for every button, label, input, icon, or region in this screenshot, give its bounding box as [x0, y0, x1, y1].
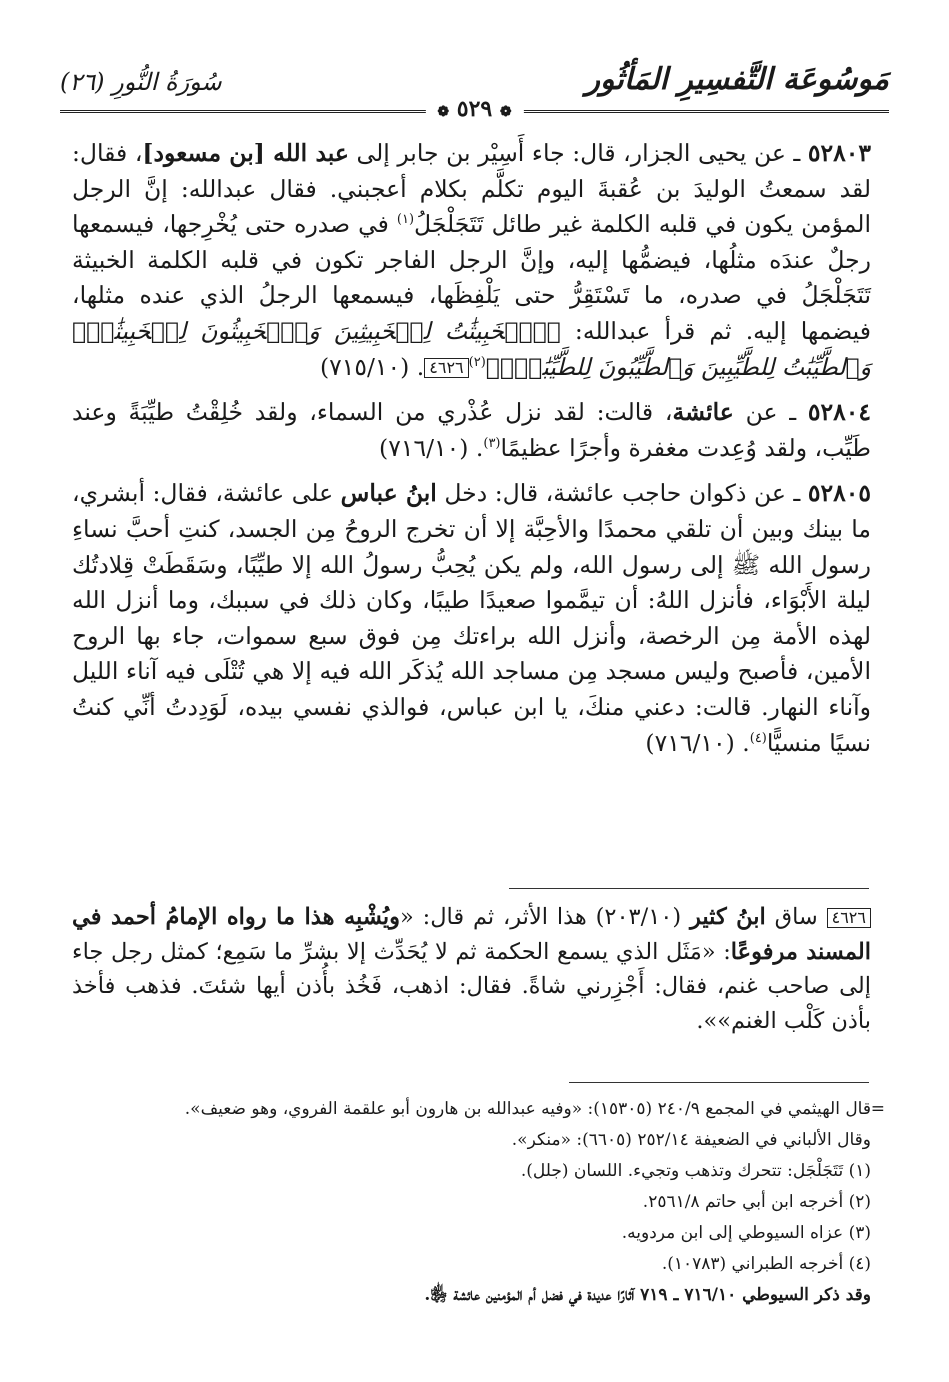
comment-text: : «مَثَل الذي يسمع الحكمة ثم لا يُحَدِّث إلا بشرِّ ما سَمِع؛ كمثل رجل جاء إلى صاحب غنم، فقال: أَجْزِرني شاةً. فقال: اذهب، فَخُذ بأُذن أيها شئتَ. فذهب فأخذ بأذن كَلْب الغنم»». [72, 938, 871, 1034]
athar-text: ، فقال: لقد سمعتُ الوليدَ بن عُقبةَ اليوم تكلَّم بكلام أعجبني. فقال عبدالله: إنَّ الرجل المؤمن يكون في قلبه الكلمة غير طائل تَتَجَلْجَلُ [72, 139, 871, 239]
volume-ref: . (٧١٦/١٠) [379, 433, 484, 462]
ornament-icon: ❁ [499, 104, 512, 120]
athar-52805 [72, 476, 871, 761]
comment-ref-box[interactable]: ٤٦٢٦ [424, 358, 468, 378]
quran-verse: ﴿ٱلۡخَبِيثَٰتُ لِلۡخَبِيثِينَ وَٱلۡخَبِيثُونَ لِلۡخَبِيثَٰتِۖ وَٱلطَّيِّبَٰتُ لِلطَّيِّبِينَ وَٱلطَّيِّبُونَ لِلطَّيِّبَٰتِۚ﴾ [72, 316, 871, 381]
editor-comment [72, 900, 871, 1038]
comment-separator [509, 888, 869, 889]
volume-ref: . (٧١٥/١٠) [319, 352, 425, 381]
volume-ref: . (٧١٦/١٠) [645, 728, 750, 757]
athar-text: ـ عن ذكوان حاجب عائشة، قال: دخل [436, 479, 808, 508]
athar-52803 [72, 136, 871, 385]
narrator-name: عائشة [672, 398, 734, 427]
footnote-ref[interactable]: (٣) [483, 435, 501, 451]
comment-text: (٢٠٣/١٠) هذا الأثر، ثم قال: « [400, 904, 690, 930]
footnote-ref[interactable]: (٤) [749, 730, 767, 746]
athar-text: ـ عن [733, 398, 808, 427]
athar-number: ٥٢٨٠٤ [807, 398, 871, 427]
main-text [72, 136, 871, 771]
footnote-line: قال الهيثمي في المجمع ٢٤٠/٩ (١٥٣٠٥): «وفيه عبدالله بن هارون أبو علقمة الفروي، وهو ضعيف». [184, 1099, 871, 1119]
footnote-3: (٣) عزاه السيوطي إلى ابن مردويه. [621, 1223, 871, 1243]
scholar-name: ابنُ كثير [689, 904, 766, 930]
continuation-mark: = [870, 1099, 885, 1119]
running-header [60, 48, 889, 122]
narrator-name: ابنُ عباس [340, 479, 437, 508]
athar-number: ٥٢٨٠٥ [807, 479, 871, 508]
athar-text: ، قالت: لقد نزل عُذْري من السماء، ولقد خُلِقْتُ طيِّبَةً وعند طَيِّب، ولقد وُعِدت مغفرة وأجرًا عظيمًا [72, 398, 871, 462]
footnote-separator [569, 1082, 869, 1083]
athar-text: في صدره حتى يُخْرِجها، فيسمعها رجلٌ عندَه مثلُها، فيضمُّها إليه، وإنَّ الرجل الفاجر تكون في قلبه الكلمة الخبيثة تَتَجَلْجَلُ في صدره، ما تَسْتَقِرُّ حتى يَلْفِظَها، فيسمعها الرجلُ الذي عنده مثلها، فيضمها إليه. ثم قرأ عبدالله: [72, 210, 871, 345]
ornament-icon: ❁ [437, 104, 450, 120]
athar-52804 [72, 395, 871, 466]
footnote-ref[interactable]: (٢) [468, 354, 486, 370]
comment-text: ساق [765, 904, 827, 930]
footnote-line: وقال الألباني في الضعيفة ٢٥٢/١٤ (٦٦٠٥): «منكر». [511, 1130, 871, 1150]
footnote-closing-note: وقد ذكر السيوطي ٧١٦/١٠ ـ ٧١٩ آثارًا عديدة في فضل أم المؤمنين عائشة ﵂. [424, 1285, 871, 1305]
page-number: ٥٢٩ [456, 96, 493, 122]
footnotes [80, 1094, 885, 1311]
footnote-1: (١) تَتَجَلْجَل: تتحرك وتذهب وتجيء. اللسان (جلل). [520, 1161, 871, 1181]
athar-text: ـ عن يحيى الجزار، قال: جاء أَسِيْر بن جابر إلى [348, 139, 808, 167]
book-title: مَوسُوعَة التَّفسِيرِ المَأثُور [585, 62, 889, 97]
comment-bold-text: ويُشْبِه هذا ما رواه الإمامُ أحمد في المسند مرفوعًا [72, 904, 871, 965]
surah-title: سُورَةُ النُّورِ (٢٦) [60, 68, 222, 96]
comment-number-box: ٤٦٢٦ [827, 908, 871, 928]
page-number-box [425, 96, 523, 122]
footnote-4: (٤) أخرجه الطبراني (١٠٧٨٣). [661, 1254, 871, 1274]
narrator-name: عبد الله [بن مسعود] [142, 139, 349, 167]
footnote-ref[interactable]: (١) [396, 212, 415, 228]
footnote-2: (٢) أخرجه ابن أبي حاتم ٢٥٦١/٨. [642, 1192, 871, 1212]
athar-text: على عائشة، فقال: أبشري، ما بينك وبين أن تلقي محمدًا والأحِبَّة إلا أن تخرج الروحُ مِن الجسد، كنتِ أحبَّ نساءِ رسول الله ﷺ إلى رسول الله، ولم يكن يُحِبُّ رسولُ الله إلا طيِّبًا، وسَقَطَتْ قِلادتُك ليلة الأَبْوَاء، فأنزل اللهُ: أن تيمَّموا صعيدًا طيبًا، وكان ذلك في سببك، وما أنزل الله لهذه الأمة مِن الرخصة، وأنزل الله براءتك مِن فوق سبع سموات، جاء بها الروح الأمين، فأصبح وليس مسجد مِن مساجد الله يُذكَر الله فيه إلا هي تُتْلَى فيه آناء الليل وآناء النهار. قالت: دعني منكَ، يا ابن عباس، فوالذي نفسي بيده، لَوَدِدتُ أنِّي كنتُ نسيًا منسيًّا [72, 479, 871, 757]
athar-number: ٥٢٨٠٣ [807, 139, 871, 167]
